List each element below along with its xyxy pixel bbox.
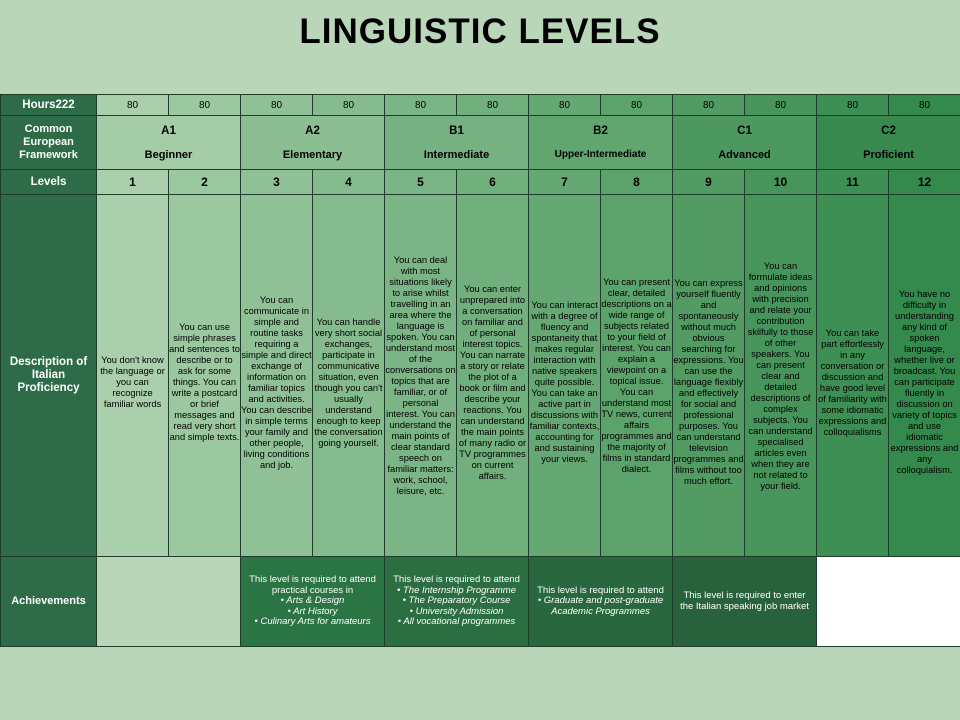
cefr-code: B2 xyxy=(593,125,608,137)
level-number: 8 xyxy=(601,170,673,195)
description-text: You don't know the language or you can recognize familiar words xyxy=(100,355,165,409)
hours-cell: 80 xyxy=(745,95,817,116)
description-cell xyxy=(241,195,313,557)
achievements-row-header: Achievements xyxy=(1,557,97,647)
level-number: 10 xyxy=(745,170,817,195)
description-cell xyxy=(601,195,673,557)
description-cell xyxy=(169,195,241,557)
cefr-cell-a2 xyxy=(241,116,385,170)
hours-cell: 80 xyxy=(385,95,457,116)
level-number: 1 xyxy=(97,170,169,195)
description-cell xyxy=(889,195,960,557)
hours-cell: 80 xyxy=(601,95,673,116)
description-cell xyxy=(97,195,169,557)
cefr-name: Elementary xyxy=(282,148,343,161)
cefr-cell-a1 xyxy=(97,116,241,170)
level-number: 11 xyxy=(817,170,889,195)
achievement-item: • The Internship Programme xyxy=(397,584,516,596)
hours-cell: 80 xyxy=(241,95,313,116)
cefr-code: C1 xyxy=(737,124,752,137)
cefr-cell-c1 xyxy=(673,116,817,170)
hours-cell: 80 xyxy=(169,95,241,116)
achievement-intro: This level is required to attend xyxy=(393,574,520,586)
cefr-name: Beginner xyxy=(144,148,193,161)
description-cell xyxy=(529,195,601,557)
achievement-box xyxy=(529,586,672,618)
cefr-name: Proficient xyxy=(863,148,914,161)
cefr-name: Advanced xyxy=(718,148,771,161)
achievement-item: • The Preparatory Course xyxy=(402,595,511,607)
level-number: 3 xyxy=(241,170,313,195)
level-number: 9 xyxy=(673,170,745,195)
achievement-box xyxy=(241,575,384,628)
description-row xyxy=(1,195,960,557)
achievement-item: • All vocational programmes xyxy=(397,616,516,628)
description-cell xyxy=(457,195,529,557)
linguistic-levels-table xyxy=(0,94,960,647)
achievement-cell xyxy=(673,557,817,647)
achievements-row xyxy=(1,557,960,647)
achievement-item: • University Admission xyxy=(409,605,504,617)
cefr-name: Upper-Intermediate xyxy=(554,149,647,160)
hours-cell: 80 xyxy=(673,95,745,116)
level-number: 12 xyxy=(889,170,960,195)
cefr-code: B1 xyxy=(449,124,464,137)
description-row-header: Description of Italian Proficiency xyxy=(1,195,97,557)
cefr-cell-b2 xyxy=(529,116,673,170)
level-number: 2 xyxy=(169,170,241,195)
cefr-cell-b1 xyxy=(385,116,529,170)
page-title: LINGUISTIC LEVELS xyxy=(299,12,661,51)
cefr-name: Intermediate xyxy=(423,148,490,161)
levels-row-header: Levels xyxy=(1,170,97,195)
hours-cell: 80 xyxy=(457,95,529,116)
achievement-cell xyxy=(241,557,385,647)
level-number: 4 xyxy=(313,170,385,195)
description-cell xyxy=(817,195,889,557)
level-number: 6 xyxy=(457,170,529,195)
achievement-intro: This level is required to attend practical courses in xyxy=(249,574,376,596)
achievements-empty-cell xyxy=(817,557,960,647)
description-text: You can enter unprepared into a conversation on familiar and of personal interest topics. You can narrate a story or relate the plot of a book or film and describe your reactions. You can understand the main points of many radio or TV programmes on current affairs. xyxy=(458,283,527,481)
hours-cell: 80 xyxy=(817,95,889,116)
hours-cell: 80 xyxy=(313,95,385,116)
hours-row-header: Hours222 xyxy=(1,95,97,116)
description-text: You can use simple phrases and sentences to describe or to ask for some things. You can write a postcard or brief messages and read very short and simple texts. xyxy=(169,322,240,442)
cefr-code: A2 xyxy=(305,124,320,137)
achievement-item: • Graduate and post-graduate Academic Programmes xyxy=(537,595,664,617)
hours-cell: 80 xyxy=(97,95,169,116)
achievement-item: • Culinary Arts for amateurs xyxy=(254,616,371,628)
cefr-row-header: Common European Framework xyxy=(1,116,97,170)
hours-cell: 80 xyxy=(889,95,960,116)
description-text: You can interact with a degree of fluency and spontaneity that makes regular interaction with native speakers quite possible. You can take an active part in discussions with familiar contexts, accounting for and sustaining your views. xyxy=(529,300,600,464)
achievement-intro: This level is required to attend xyxy=(537,584,664,596)
levels-row xyxy=(1,170,960,195)
description-text: You can express yourself fluently and spontaneously without much obvious searching for expressions. You can use the language flexibly and effectively for social and professional purposes. You can understand television programmes and films without too much effort. xyxy=(673,278,744,486)
description-cell xyxy=(673,195,745,557)
description-text: You can present clear, detailed descriptions on a wide range of subjects related to your field of interest. You can explain a viewpoint on a topical issue. You can understand most TV news, current affairs programmes and the majority of films in standard dialect. xyxy=(601,277,672,474)
description-text: You can communicate in simple and routine tasks requiring a simple and direct exchange of information on familiar topics and activities. You can describe in simple terms your family and other people, living conditions and job. xyxy=(241,294,312,470)
description-text: You can deal with most situations likely to arise whilst travelling in an area where the language is spoken. You can understand most of the conversations on topics that are familiar, or of personal interest. You can understand the main points of clear standard speech on familiar matters: work, school, leisure, etc. xyxy=(385,255,456,496)
cefr-code: C2 xyxy=(881,124,896,137)
description-text: You can formulate ideas and opinions with precision and relate your contribution skilfully to those of other speakers. You can present clear and detailed descriptions of complex subjects. You can understand specialised articles even when they are not related to your field. xyxy=(747,260,814,491)
cefr-row xyxy=(1,116,960,170)
achievement-intro: This level is required to enter the Italian speaking job market xyxy=(680,590,809,612)
hours-cell: 80 xyxy=(529,95,601,116)
description-cell xyxy=(385,195,457,557)
achievement-box xyxy=(385,575,528,628)
cefr-cell-c2 xyxy=(817,116,960,170)
achievements-empty-cell xyxy=(97,557,241,647)
level-number: 5 xyxy=(385,170,457,195)
description-text: You can take part effortlessly in any conversation or discussion and have good level of familiarity with some idiomatic expressions and colloquialisms xyxy=(818,327,887,437)
achievement-cell xyxy=(529,557,673,647)
description-cell xyxy=(313,195,385,557)
achievement-item: • Art History xyxy=(287,605,338,617)
achievement-cell xyxy=(385,557,529,647)
description-cell xyxy=(745,195,817,557)
achievement-box xyxy=(673,591,816,612)
cefr-code: A1 xyxy=(161,124,176,137)
hours-row xyxy=(1,95,960,116)
level-number: 7 xyxy=(529,170,601,195)
description-text: You can handle very short social exchanges, participate in communicative situation, even though you can't usually understand enough to keep the conversation going yourself. xyxy=(314,316,383,448)
description-text: You have no difficulty in understanding any kind of spoken language, whether live or broadcast. You can participate fluently in discussion on variety of topics and use idiomatic expressions and any colloquialism. xyxy=(890,289,959,475)
achievement-item: • Arts & Design xyxy=(280,595,345,607)
